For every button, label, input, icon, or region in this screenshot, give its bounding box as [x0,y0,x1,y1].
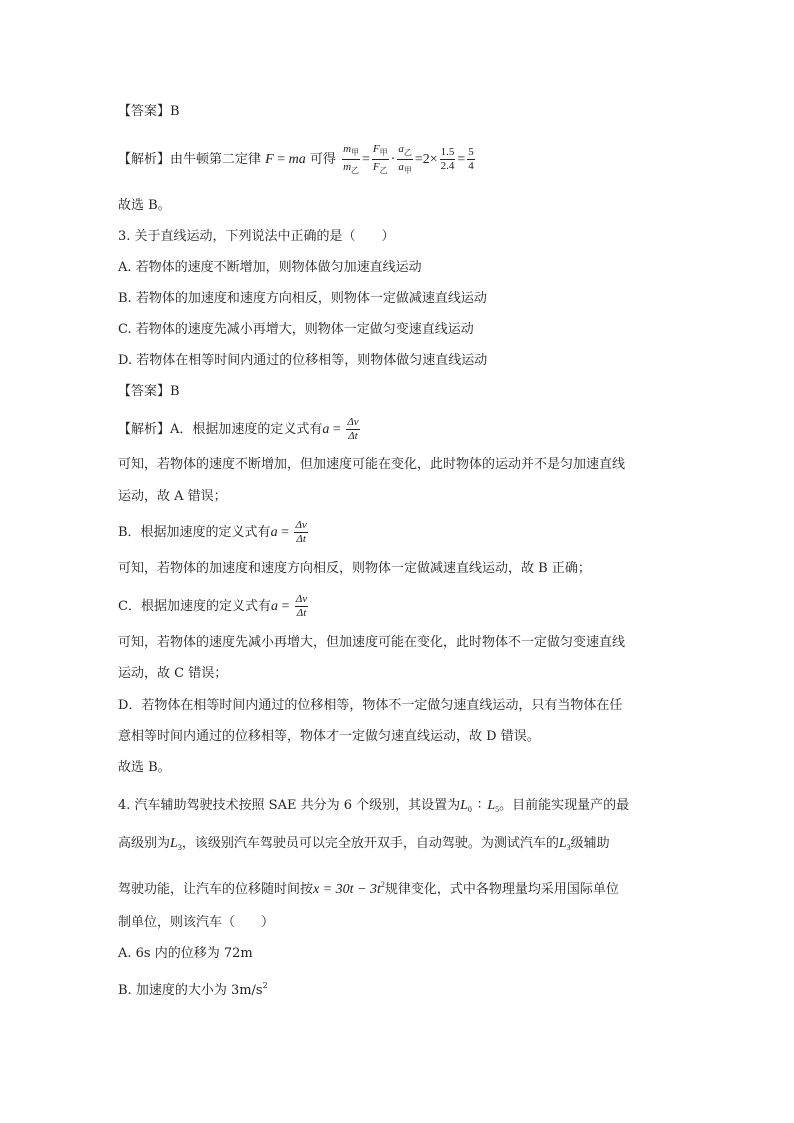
a-jia: a [398,161,404,173]
stem-text: 驾驶功能，让汽车的位移随时间按 [118,882,314,897]
sub-yi: 乙 [379,166,388,175]
q3-analysis-b [118,516,310,550]
displacement-formula: $x = 30t - 3t^2$ [313,880,385,897]
q3-d-text1: D．若物体在相等时间内通过的位移相等，物体不一定做匀速直线运动，只有当物体在任 [118,698,623,713]
analysis-text: 由牛顿第二定律 [170,152,262,167]
num-5: 5 [468,146,474,158]
sub-jia: 甲 [351,148,360,157]
delta-v: Δv [295,519,307,531]
m-jia: m [343,143,352,155]
equals-sign: = [277,599,293,614]
sub-jia: 甲 [403,166,412,175]
a-symbol: a [270,525,278,540]
q2-answer: 【答案】B [118,104,180,119]
fraction-F-ratio [372,142,389,177]
q2-analysis [118,140,477,180]
colon: ∶ [477,797,482,812]
q3-option-c: C. 若物体的速度先减小再增大，则物体一定做匀变速直线运动 [118,322,474,337]
equals-sign: = [362,152,370,167]
analysis-label: 【解析】 [118,152,171,167]
q4-stem-line3 [118,870,619,900]
sub-yi: 乙 [403,148,412,157]
fraction-dv-dt [295,593,308,620]
a-symbol: a [322,422,330,437]
two-times: 2× [422,152,438,167]
q3-a-text1: 可知，若物体的速度不断增加，但加速度可能在变化，此时物体的运动并不是匀加速直线 [118,457,626,472]
q3-a-text2: 运动，故 A 错误； [118,489,227,504]
stem-text: 规律变化，式中各物理量均采用国际单位 [384,882,619,897]
q3-option-a: A. 若物体的速度不断增加，则物体做匀加速直线运动 [118,260,422,275]
q3-analysis-c [118,590,310,624]
formula-F: F [265,152,274,167]
q4-option-b [118,977,268,1000]
analysis-text: 可得 [309,152,336,167]
q3-c-text2: 运动，故 C 错误； [118,666,228,681]
q2-conclusion: 故选 B。 [118,198,171,213]
sub-jia: 甲 [379,148,388,157]
delta-t: Δt [348,430,358,442]
q3-analysis-a [118,413,362,447]
stem-text: 高级别为 [118,836,171,851]
sub-yi: 乙 [351,166,360,175]
L5-symbol: $L_5$ [487,798,500,814]
fraction-result [467,146,475,173]
q3-option-d: D. 若物体在相等时间内通过的位移相等，则物体做匀速直线运动 [118,353,488,368]
num-2-4: 2.4 [440,160,455,172]
num-4: 4 [468,160,474,172]
stem-text: ，该级别汽车驾驶员可以完全放开双手，自动驾驶。为测试汽车的 [181,836,559,851]
q4-stem-line2 [118,829,610,859]
fraction-dv-dt [294,519,307,546]
analysis-label: 【解析】 [118,422,171,437]
delta-v: Δv [347,416,359,428]
q4-option-a: A. 6s 内的位移为 72m [118,946,253,961]
option-text: B. 加速度的大小为 3m/s [118,983,263,998]
equals-sign: = [457,152,466,167]
q3-stem: 3. 关于直线运动，下列说法中正确的是（ ） [118,229,395,244]
L3-symbol: $L_3$ [170,836,182,852]
fraction-dv-dt [346,416,359,443]
fraction-a-ratio [397,142,413,177]
q3-answer: 【答案】B [118,384,180,399]
equals-sign: = [414,152,423,167]
equals-sign: = [329,422,345,437]
q3-d-text2: 意相等时间内通过的位移相等，物体才一定做匀速直线运动，故 D 错误。 [118,729,540,744]
q3-option-b: B. 若物体的加速度和速度方向相反，则物体一定做减速直线运动 [118,291,487,306]
fraction-m-ratio [342,142,360,177]
q3-conclusion: 故选 B。 [118,760,171,775]
fraction-numbers [440,146,456,173]
delta-v: Δv [295,593,308,605]
a-symbol: a [270,599,278,614]
m-yi: m [343,161,352,173]
formula-ma: ma [288,152,306,167]
F-yi: F [372,161,380,173]
L3-symbol: $L_3$ [558,836,571,852]
equals-sign: = [277,525,293,540]
formula-eq: = [273,152,289,167]
superscript-2: 2 [262,981,268,990]
delta-t: Δt [296,607,307,619]
def-intro: A．根据加速度的定义式有 [170,422,323,437]
a-yi: a [398,143,404,155]
L0-symbol: $L_0$ [460,798,472,814]
q4-stem-line1 [118,790,629,820]
def-intro: C．根据加速度的定义式有 [118,599,271,614]
q4-stem-line4: 制单位，则该汽车（ ） [118,915,275,930]
num-1-5: 1.5 [440,146,455,158]
F-jia: F [372,143,380,155]
stem-text: 级辅助 [570,836,610,851]
dot-sign: · [390,152,396,167]
stem-text: 4. 汽车辅助驾驶技术按照 SAE 共分为 6 个级别，其设置为 [118,798,461,813]
q3-c-text1: 可知，若物体的速度先减小再增大，但加速度可能在变化，此时物体不一定做匀变速直线 [118,635,626,650]
q3-b-text1: 可知，若物体的加速度和速度方向相反，则物体一定做减速直线运动，故 B 正确； [118,561,591,576]
def-intro: B．根据加速度的定义式有 [118,525,271,540]
stem-text: 。目前能实现量产的最 [499,798,630,813]
delta-t: Δt [296,533,306,545]
